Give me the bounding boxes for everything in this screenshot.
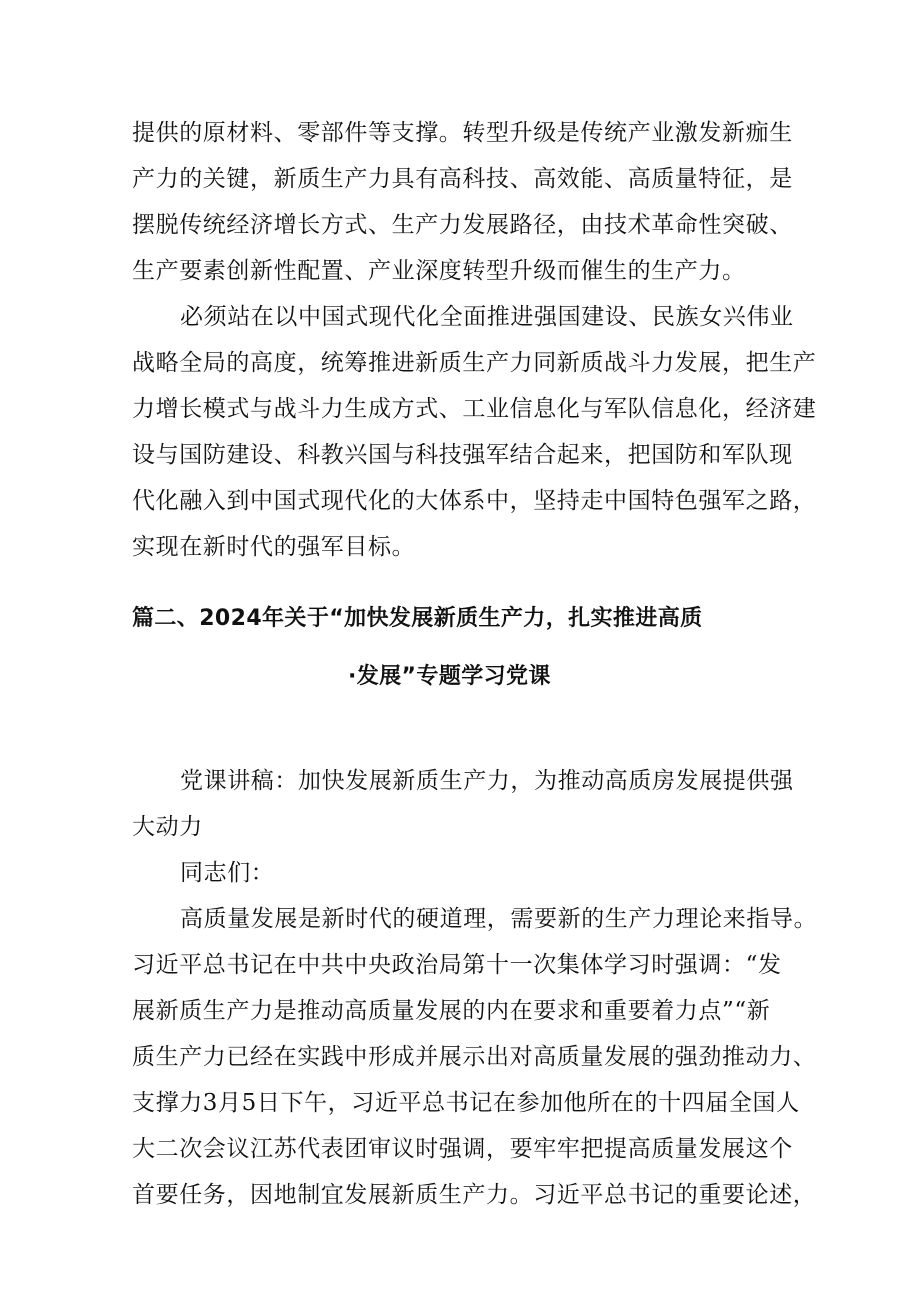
body-text-line: 力增长模式与战斗力生成方式、工业信息化与军队信息化，经济建 bbox=[132, 396, 817, 422]
body-text-line: 展新质生产力是推动高质量发展的内在要求和重要着力点”“新 bbox=[132, 998, 771, 1024]
body-text-line: 战略全局的高度，统筹推进新质生产力同新质战斗力发展，把生产 bbox=[132, 350, 817, 376]
body-text-line: 提供的原材料、零部件等支撑。转型升级是传统产业激发新痂生 bbox=[132, 120, 793, 146]
lecture-title-line: 大动力 bbox=[132, 814, 203, 840]
body-text-line: 习近平总书记在中共中央政治局第十一次集体学习时强调：“发 bbox=[132, 952, 782, 978]
lecture-title-line: 党课讲稿：加快发展新质生产力，为推动高质房发展提供强 bbox=[180, 768, 794, 794]
body-text-line: 首要任务，因地制宜发展新质生产力。习近平总书记的重要论述， bbox=[132, 1182, 817, 1208]
body-text-line: 摆脱传统经济增长方式、生产力发展路径，由技术革命性突破、 bbox=[132, 212, 793, 238]
body-text-line: 代化融入到中国式现代化的大体系中，坚持走中国特色强军之路， bbox=[132, 488, 817, 514]
body-text-line: 必须站在以中国式现代化全面推进强国建设、民族女兴伟业 bbox=[180, 304, 794, 330]
section-heading: 篇二、2024年关于“加快发展新质生产力，扎实推进高质 bbox=[132, 606, 703, 631]
body-text-line: 高质量发展是新时代的硬道理，需要新的生产力理论来指导。 bbox=[180, 906, 818, 932]
salutation: 同志们： bbox=[180, 860, 275, 886]
body-text-line: 产力的关键，新质生产力具有高科技、高效能、高质量特征，是 bbox=[132, 166, 793, 192]
body-text-line: 支撑力3月5日下午，习近平总书记在参加他所在的十四届全国人 bbox=[132, 1090, 800, 1116]
body-text-line: 大二次会议江苏代表团审议时强调，要牢牢把提高质量发展这个 bbox=[132, 1136, 793, 1162]
body-text-line: 生产要素创新性配置、产业深度转型升级而催生的生产力。 bbox=[132, 258, 746, 284]
section-heading-continued: ·发展”专题学习党课 bbox=[348, 664, 551, 689]
body-text-line: 质生产力已经在实践中形成并展示出对高质量发展的强劲推动力、 bbox=[132, 1044, 817, 1070]
body-text-line: 设与国防建设、科教兴国与科技强军结合起来，把国防和军队现 bbox=[132, 442, 793, 468]
body-text-line: 实现在新时代的强军目标。 bbox=[132, 534, 416, 560]
